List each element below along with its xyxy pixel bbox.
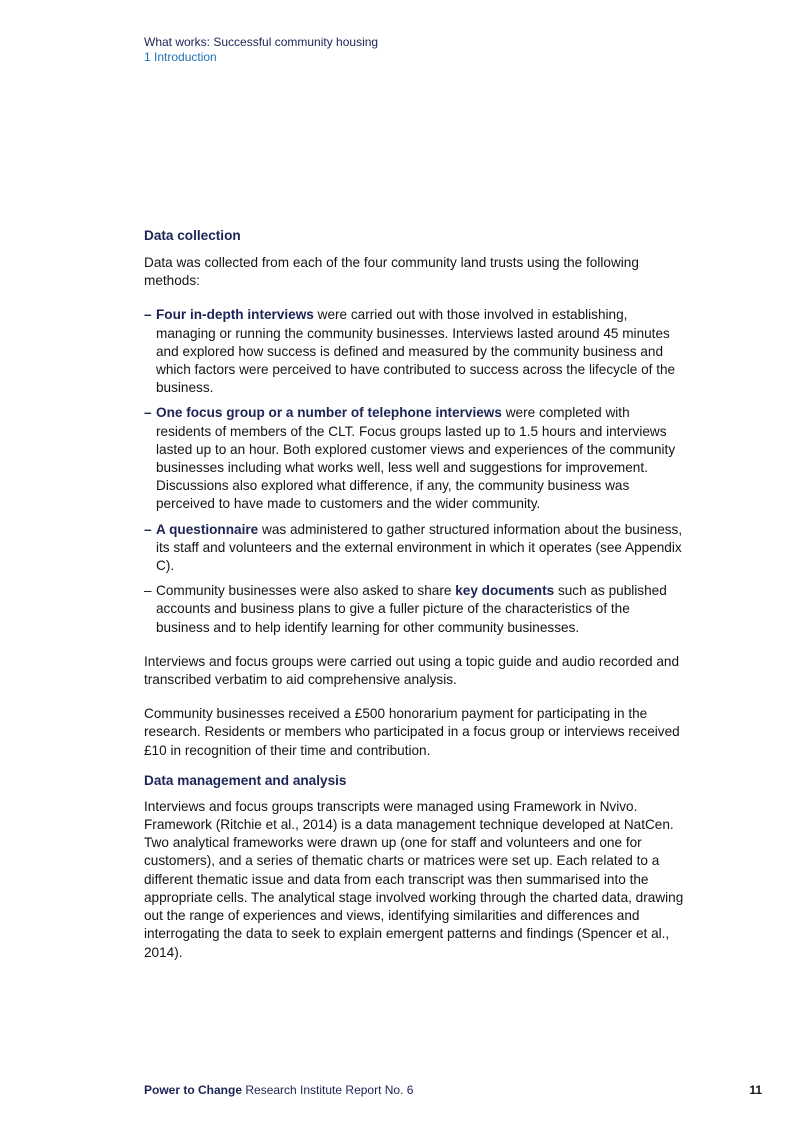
list-item	[144, 582, 684, 637]
list-dash: –	[144, 405, 152, 421]
data-management-paragraph: Interviews and focus groups transcripts were managed using Framework in Nvivo. Framework (Ritchie et al., 2014) is a data management technique developed at NatCen. Two analytical frameworks were drawn up (one for staff and volunteers and one for customers), and a series of thematic charts or matrices were set up. Each related to a different thematic issue and data from each transcript was then summarised into the appropriate cells. The analytical stage involved working through the charted data, drawing out the range of experiences and views, identifying similarities and differences and interrogating the data to seek to explain emergent patterns and findings (Spencer et al., 2014).	[144, 798, 684, 960]
footer	[144, 1083, 413, 1098]
method-title: A questionnaire	[156, 521, 259, 537]
method-title: key documents	[455, 583, 555, 599]
footer-org: Power to Change	[144, 1083, 243, 1097]
section-heading-data-management: Data management and analysis	[144, 772, 347, 788]
method-description: were carried out with those involved in establishing, managing or running the community businesses. Interviews lasted around 45 minutes and explored how success is defined and measured by the community business and which factors were perceived to have contributed to success across the lifecycle of the business.	[156, 307, 676, 396]
document-title: What works: Successful community housing	[144, 35, 379, 49]
method-description-lead: Community businesses were also asked to share	[156, 583, 456, 599]
page-number: 11	[749, 1083, 762, 1097]
list-item	[144, 404, 684, 513]
list-dash: –	[144, 583, 152, 599]
intro-paragraph: Data was collected from each of the four community land trusts using the following methods:	[144, 255, 639, 289]
list-dash: –	[144, 307, 152, 323]
footer-report: Research Institute Report No. 6	[242, 1083, 414, 1097]
interviews-paragraph: Interviews and focus groups were carried out using a topic guide and audio recorded and transcribed verbatim to aid comprehensive analysis.	[144, 653, 680, 688]
method-title: One focus group or a number of telephone interviews	[156, 405, 502, 421]
running-header	[144, 35, 378, 65]
chapter-label: 1 Introduction	[144, 50, 217, 64]
method-description: such as published accounts and business plans to give a fuller picture of the characteristics of the business and to help identify learning for other community businesses.	[156, 583, 667, 635]
methods-list	[144, 306, 684, 636]
payment-paragraph: Community businesses received a £500 honorarium payment for participating in the research. Residents or members who participated in a focus group or interviews received £10 in recognition of their time and contribution.	[144, 706, 680, 758]
section-heading-data-collection: Data collection	[144, 228, 241, 243]
method-description: were completed with residents of members of the CLT. Focus groups lasted up to 1.5 hours and interviews lasted up to an hour. Both explored customer views and experiences of the community businesses including what works well, less well and suggestions for improvement. Discussions also explored what difference, if any, the community business was perceived to have made to customers and the wider community.	[156, 405, 676, 512]
list-item	[144, 521, 684, 576]
method-description: was administered to gather structured information about the business, its staff and volunteers and the external environment in which it operates (see Appendix C).	[156, 521, 683, 574]
list-item	[144, 306, 684, 397]
main-content	[144, 227, 684, 962]
list-dash: –	[144, 521, 152, 537]
method-title: Four in-depth interviews	[156, 307, 314, 323]
